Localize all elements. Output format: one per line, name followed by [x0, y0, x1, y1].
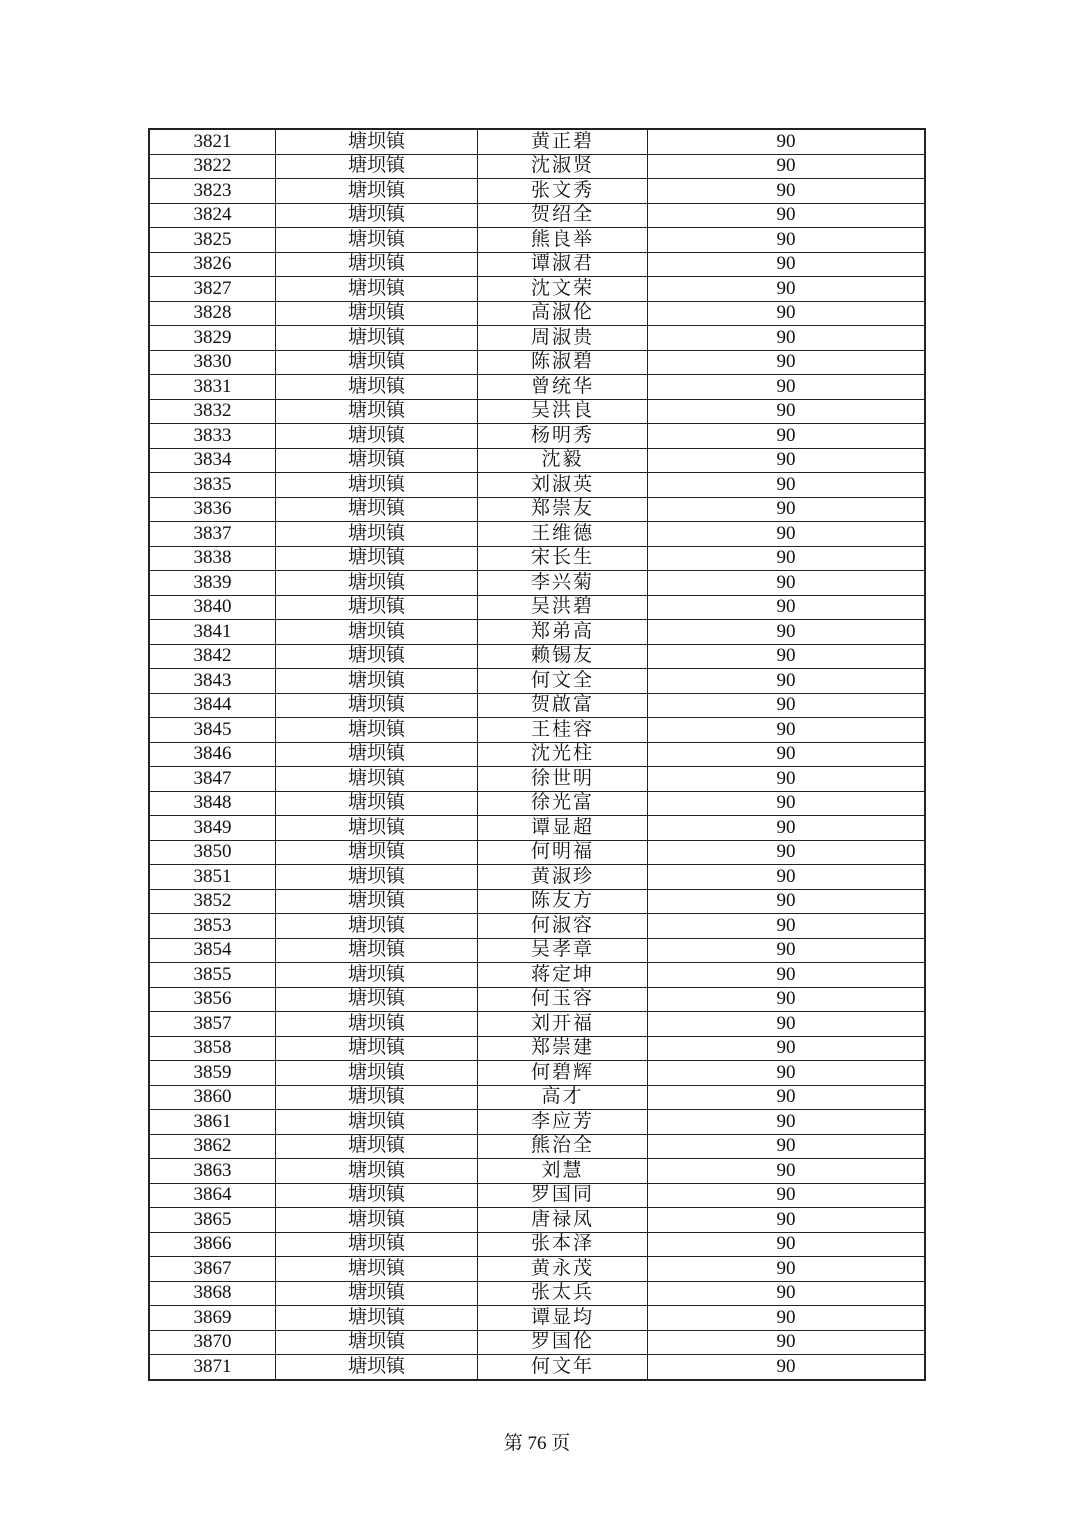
row-number-cell: 3857: [150, 1012, 276, 1037]
row-number-cell: 3859: [150, 1061, 276, 1086]
name-cell: 沈文荣: [478, 277, 648, 302]
row-number-cell: 3862: [150, 1134, 276, 1159]
row-number-cell: 3842: [150, 644, 276, 669]
name-cell: 黄正碧: [478, 130, 648, 155]
table-row: [150, 767, 925, 792]
table-row: [150, 571, 925, 596]
town-cell: 塘坝镇: [276, 669, 478, 694]
amount-cell: 90: [648, 154, 925, 179]
row-number-cell: 3867: [150, 1257, 276, 1282]
row-number-cell: 3843: [150, 669, 276, 694]
amount-cell: 90: [648, 130, 925, 155]
town-cell: 塘坝镇: [276, 1232, 478, 1257]
name-cell: 何文全: [478, 669, 648, 694]
town-cell: 塘坝镇: [276, 399, 478, 424]
name-cell: 贺啟富: [478, 693, 648, 718]
roster-table: [149, 129, 925, 1380]
table-row: [150, 1110, 925, 1135]
row-number-cell: 3825: [150, 228, 276, 253]
amount-cell: 90: [648, 448, 925, 473]
amount-cell: 90: [648, 1330, 925, 1355]
name-cell: 谭显超: [478, 816, 648, 841]
town-cell: 塘坝镇: [276, 1306, 478, 1331]
town-cell: 塘坝镇: [276, 1208, 478, 1233]
amount-cell: 90: [648, 301, 925, 326]
town-cell: 塘坝镇: [276, 130, 478, 155]
table-row: [150, 497, 925, 522]
amount-cell: 90: [648, 595, 925, 620]
name-cell: 贺绍全: [478, 203, 648, 228]
amount-cell: 90: [648, 840, 925, 865]
name-cell: 郑弟高: [478, 620, 648, 645]
amount-cell: 90: [648, 1110, 925, 1135]
amount-cell: 90: [648, 546, 925, 571]
name-cell: 刘慧: [478, 1159, 648, 1184]
row-number-cell: 3823: [150, 179, 276, 204]
name-cell: 刘开福: [478, 1012, 648, 1037]
row-number-cell: 3864: [150, 1183, 276, 1208]
town-cell: 塘坝镇: [276, 718, 478, 743]
amount-cell: 90: [648, 399, 925, 424]
amount-cell: 90: [648, 767, 925, 792]
table-row: [150, 595, 925, 620]
town-cell: 塘坝镇: [276, 1134, 478, 1159]
row-number-cell: 3824: [150, 203, 276, 228]
row-number-cell: 3850: [150, 840, 276, 865]
name-cell: 蒋定坤: [478, 963, 648, 988]
name-cell: 熊良举: [478, 228, 648, 253]
name-cell: 李应芳: [478, 1110, 648, 1135]
roster-table-body: [150, 130, 925, 1380]
amount-cell: 90: [648, 1085, 925, 1110]
amount-cell: 90: [648, 1061, 925, 1086]
row-number-cell: 3865: [150, 1208, 276, 1233]
amount-cell: 90: [648, 1036, 925, 1061]
town-cell: 塘坝镇: [276, 228, 478, 253]
amount-cell: 90: [648, 375, 925, 400]
amount-cell: 90: [648, 571, 925, 596]
row-number-cell: 3830: [150, 350, 276, 375]
amount-cell: 90: [648, 326, 925, 351]
row-number-cell: 3836: [150, 497, 276, 522]
town-cell: 塘坝镇: [276, 1355, 478, 1380]
name-cell: 高淑伦: [478, 301, 648, 326]
town-cell: 塘坝镇: [276, 326, 478, 351]
amount-cell: 90: [648, 791, 925, 816]
town-cell: 塘坝镇: [276, 620, 478, 645]
name-cell: 沈淑贤: [478, 154, 648, 179]
amount-cell: 90: [648, 987, 925, 1012]
town-cell: 塘坝镇: [276, 840, 478, 865]
name-cell: 谭淑君: [478, 252, 648, 277]
table-row: [150, 350, 925, 375]
amount-cell: 90: [648, 718, 925, 743]
table-row: [150, 963, 925, 988]
row-number-cell: 3849: [150, 816, 276, 841]
row-number-cell: 3841: [150, 620, 276, 645]
name-cell: 何玉容: [478, 987, 648, 1012]
table-row: [150, 816, 925, 841]
name-cell: 沈毅: [478, 448, 648, 473]
name-cell: 徐世明: [478, 767, 648, 792]
table-row: [150, 1085, 925, 1110]
name-cell: 郑崇建: [478, 1036, 648, 1061]
town-cell: 塘坝镇: [276, 424, 478, 449]
row-number-cell: 3834: [150, 448, 276, 473]
table-row: [150, 424, 925, 449]
table-row: [150, 1208, 925, 1233]
town-cell: 塘坝镇: [276, 816, 478, 841]
name-cell: 何文年: [478, 1355, 648, 1380]
table-row: [150, 473, 925, 498]
amount-cell: 90: [648, 350, 925, 375]
name-cell: 张文秀: [478, 179, 648, 204]
name-cell: 沈光柱: [478, 742, 648, 767]
town-cell: 塘坝镇: [276, 1061, 478, 1086]
table-row: [150, 718, 925, 743]
row-number-cell: 3870: [150, 1330, 276, 1355]
row-number-cell: 3831: [150, 375, 276, 400]
row-number-cell: 3856: [150, 987, 276, 1012]
name-cell: 吴孝章: [478, 938, 648, 963]
name-cell: 张本泽: [478, 1232, 648, 1257]
row-number-cell: 3846: [150, 742, 276, 767]
table-row: [150, 865, 925, 890]
town-cell: 塘坝镇: [276, 1110, 478, 1135]
town-cell: 塘坝镇: [276, 350, 478, 375]
table-row: [150, 693, 925, 718]
town-cell: 塘坝镇: [276, 154, 478, 179]
name-cell: 何碧辉: [478, 1061, 648, 1086]
table-row: [150, 448, 925, 473]
town-cell: 塘坝镇: [276, 693, 478, 718]
amount-cell: 90: [648, 644, 925, 669]
amount-cell: 90: [648, 914, 925, 939]
name-cell: 吴洪良: [478, 399, 648, 424]
town-cell: 塘坝镇: [276, 914, 478, 939]
table-row: [150, 620, 925, 645]
name-cell: 吴洪碧: [478, 595, 648, 620]
table-row: [150, 669, 925, 694]
town-cell: 塘坝镇: [276, 595, 478, 620]
amount-cell: 90: [648, 889, 925, 914]
town-cell: 塘坝镇: [276, 522, 478, 547]
amount-cell: 90: [648, 1208, 925, 1233]
row-number-cell: 3844: [150, 693, 276, 718]
name-cell: 高才: [478, 1085, 648, 1110]
town-cell: 塘坝镇: [276, 742, 478, 767]
name-cell: 曾统华: [478, 375, 648, 400]
town-cell: 塘坝镇: [276, 1330, 478, 1355]
name-cell: 宋长生: [478, 546, 648, 571]
page-number: 第 76 页: [503, 1433, 571, 1454]
table-row: [150, 742, 925, 767]
town-cell: 塘坝镇: [276, 865, 478, 890]
name-cell: 杨明秀: [478, 424, 648, 449]
table-row: [150, 252, 925, 277]
amount-cell: 90: [648, 1281, 925, 1306]
row-number-cell: 3855: [150, 963, 276, 988]
row-number-cell: 3837: [150, 522, 276, 547]
row-number-cell: 3858: [150, 1036, 276, 1061]
amount-cell: 90: [648, 277, 925, 302]
row-number-cell: 3868: [150, 1281, 276, 1306]
row-number-cell: 3828: [150, 301, 276, 326]
table-row: [150, 1061, 925, 1086]
table-row: [150, 154, 925, 179]
table-row: [150, 375, 925, 400]
amount-cell: 90: [648, 473, 925, 498]
row-number-cell: 3835: [150, 473, 276, 498]
town-cell: 塘坝镇: [276, 252, 478, 277]
amount-cell: 90: [648, 669, 925, 694]
row-number-cell: 3869: [150, 1306, 276, 1331]
amount-cell: 90: [648, 203, 925, 228]
table-row: [150, 840, 925, 865]
amount-cell: 90: [648, 522, 925, 547]
amount-cell: 90: [648, 620, 925, 645]
name-cell: 陈友方: [478, 889, 648, 914]
name-cell: 张太兵: [478, 1281, 648, 1306]
table-row: [150, 987, 925, 1012]
town-cell: 塘坝镇: [276, 987, 478, 1012]
amount-cell: 90: [648, 424, 925, 449]
table-row: [150, 644, 925, 669]
town-cell: 塘坝镇: [276, 889, 478, 914]
amount-cell: 90: [648, 742, 925, 767]
row-number-cell: 3871: [150, 1355, 276, 1380]
town-cell: 塘坝镇: [276, 1183, 478, 1208]
amount-cell: 90: [648, 1012, 925, 1037]
amount-cell: 90: [648, 865, 925, 890]
town-cell: 塘坝镇: [276, 277, 478, 302]
town-cell: 塘坝镇: [276, 644, 478, 669]
amount-cell: 90: [648, 1232, 925, 1257]
row-number-cell: 3839: [150, 571, 276, 596]
table-row: [150, 1036, 925, 1061]
table-row: [150, 791, 925, 816]
table-row: [150, 1183, 925, 1208]
amount-cell: 90: [648, 1159, 925, 1184]
table-row: [150, 1330, 925, 1355]
row-number-cell: 3833: [150, 424, 276, 449]
name-cell: 何淑容: [478, 914, 648, 939]
name-cell: 王维德: [478, 522, 648, 547]
row-number-cell: 3854: [150, 938, 276, 963]
town-cell: 塘坝镇: [276, 1257, 478, 1282]
amount-cell: 90: [648, 938, 925, 963]
amount-cell: 90: [648, 497, 925, 522]
name-cell: 唐禄凤: [478, 1208, 648, 1233]
name-cell: 徐光富: [478, 791, 648, 816]
table-row: [150, 938, 925, 963]
table-row: [150, 889, 925, 914]
amount-cell: 90: [648, 179, 925, 204]
row-number-cell: 3827: [150, 277, 276, 302]
name-cell: 谭显均: [478, 1306, 648, 1331]
row-number-cell: 3829: [150, 326, 276, 351]
town-cell: 塘坝镇: [276, 938, 478, 963]
name-cell: 罗国同: [478, 1183, 648, 1208]
town-cell: 塘坝镇: [276, 473, 478, 498]
town-cell: 塘坝镇: [276, 1085, 478, 1110]
row-number-cell: 3832: [150, 399, 276, 424]
amount-cell: 90: [648, 228, 925, 253]
town-cell: 塘坝镇: [276, 497, 478, 522]
table-row: [150, 301, 925, 326]
row-number-cell: 3826: [150, 252, 276, 277]
name-cell: 罗国伦: [478, 1330, 648, 1355]
town-cell: 塘坝镇: [276, 203, 478, 228]
name-cell: 周淑贵: [478, 326, 648, 351]
table-row: [150, 522, 925, 547]
town-cell: 塘坝镇: [276, 767, 478, 792]
name-cell: 王桂容: [478, 718, 648, 743]
table-row: [150, 277, 925, 302]
table-row: [150, 228, 925, 253]
table-row: [150, 1159, 925, 1184]
row-number-cell: 3861: [150, 1110, 276, 1135]
table-row: [150, 130, 925, 155]
row-number-cell: 3845: [150, 718, 276, 743]
row-number-cell: 3821: [150, 130, 276, 155]
town-cell: 塘坝镇: [276, 301, 478, 326]
name-cell: 熊治全: [478, 1134, 648, 1159]
table-row: [150, 203, 925, 228]
table-row: [150, 1355, 925, 1380]
table-row: [150, 1134, 925, 1159]
row-number-cell: 3863: [150, 1159, 276, 1184]
town-cell: 塘坝镇: [276, 963, 478, 988]
town-cell: 塘坝镇: [276, 1012, 478, 1037]
row-number-cell: 3860: [150, 1085, 276, 1110]
amount-cell: 90: [648, 1257, 925, 1282]
table-row: [150, 1257, 925, 1282]
amount-cell: 90: [648, 816, 925, 841]
town-cell: 塘坝镇: [276, 1036, 478, 1061]
amount-cell: 90: [648, 252, 925, 277]
row-number-cell: 3866: [150, 1232, 276, 1257]
table-row: [150, 326, 925, 351]
name-cell: 何明福: [478, 840, 648, 865]
table-row: [150, 1306, 925, 1331]
town-cell: 塘坝镇: [276, 179, 478, 204]
town-cell: 塘坝镇: [276, 1159, 478, 1184]
row-number-cell: 3853: [150, 914, 276, 939]
name-cell: 刘淑英: [478, 473, 648, 498]
town-cell: 塘坝镇: [276, 375, 478, 400]
name-cell: 黄淑珍: [478, 865, 648, 890]
amount-cell: 90: [648, 1183, 925, 1208]
amount-cell: 90: [648, 1306, 925, 1331]
name-cell: 李兴菊: [478, 571, 648, 596]
name-cell: 郑崇友: [478, 497, 648, 522]
name-cell: 黄永茂: [478, 1257, 648, 1282]
row-number-cell: 3838: [150, 546, 276, 571]
row-number-cell: 3848: [150, 791, 276, 816]
table-row: [150, 1012, 925, 1037]
name-cell: 赖锡友: [478, 644, 648, 669]
amount-cell: 90: [648, 1134, 925, 1159]
row-number-cell: 3840: [150, 595, 276, 620]
town-cell: 塘坝镇: [276, 1281, 478, 1306]
row-number-cell: 3822: [150, 154, 276, 179]
row-number-cell: 3852: [150, 889, 276, 914]
town-cell: 塘坝镇: [276, 546, 478, 571]
table-row: [150, 1232, 925, 1257]
table-row: [150, 179, 925, 204]
table-row: [150, 546, 925, 571]
table-row: [150, 399, 925, 424]
name-cell: 陈淑碧: [478, 350, 648, 375]
amount-cell: 90: [648, 693, 925, 718]
amount-cell: 90: [648, 1355, 925, 1380]
town-cell: 塘坝镇: [276, 571, 478, 596]
town-cell: 塘坝镇: [276, 448, 478, 473]
row-number-cell: 3847: [150, 767, 276, 792]
table-row: [150, 914, 925, 939]
table-row: [150, 1281, 925, 1306]
town-cell: 塘坝镇: [276, 791, 478, 816]
row-number-cell: 3851: [150, 865, 276, 890]
amount-cell: 90: [648, 963, 925, 988]
